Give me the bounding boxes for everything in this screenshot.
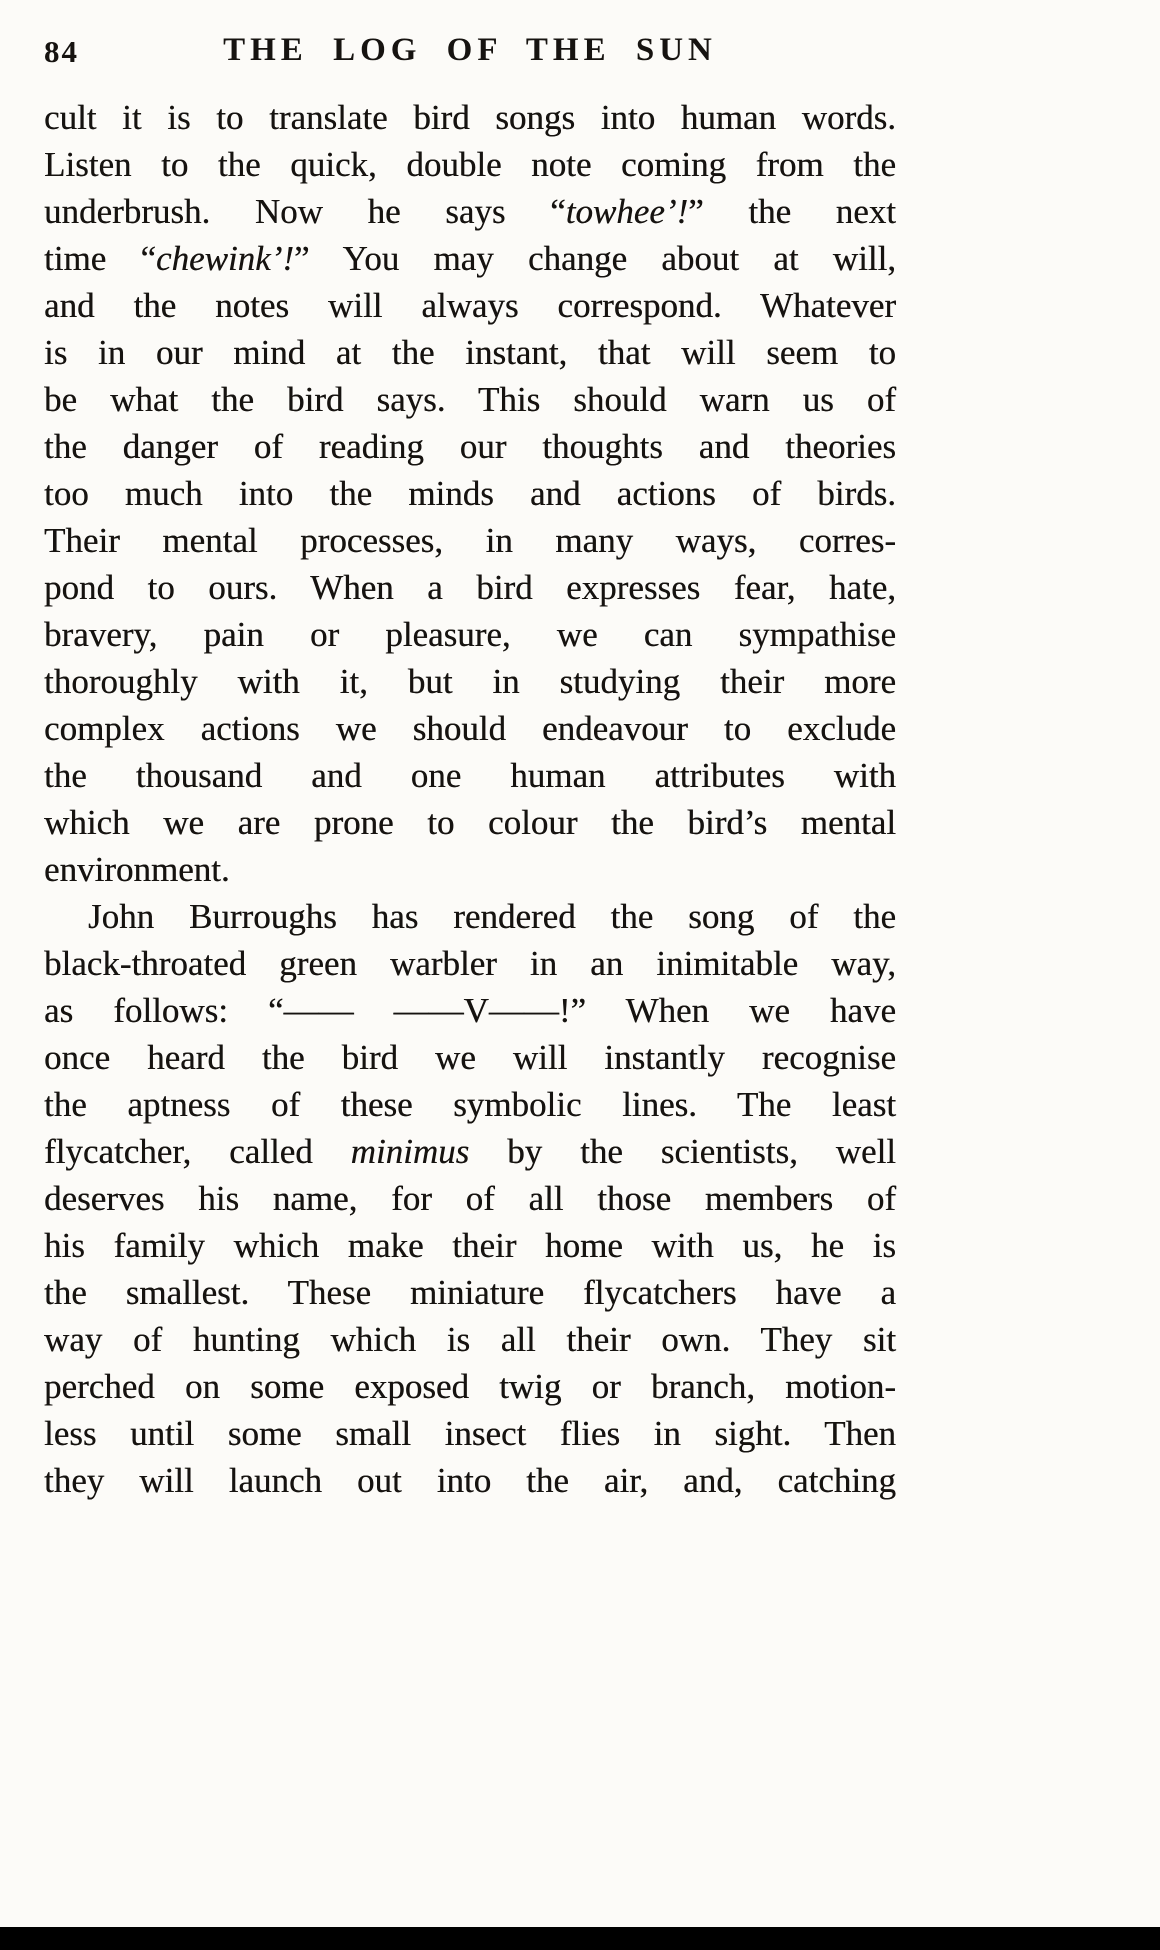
text-line: [44, 329, 896, 376]
text-line: [44, 517, 896, 564]
text-line: [44, 1316, 896, 1363]
text-segment: which we are prone to colour the bird’s mental: [44, 803, 896, 842]
text-segment: as follows: “—— ——V——!” When we have: [44, 991, 896, 1030]
italic-text: chewink’!: [155, 239, 294, 278]
text-segment: pond to ours. When a bird expresses fear, hate,: [44, 568, 896, 607]
text-segment: perched on some exposed twig or branch, motion-: [44, 1367, 896, 1406]
text-block: [44, 94, 896, 1504]
italic-text: towhee’!: [565, 192, 689, 231]
text-segment: the aptness of these symbolic lines. The least: [44, 1085, 896, 1124]
text-line: [44, 799, 896, 846]
text-segment: black-throated green warbler in an inimitable way,: [44, 944, 896, 983]
text-segment: once heard the bird we will instantly recognise: [44, 1038, 896, 1077]
text-segment: the thousand and one human attributes with: [44, 756, 896, 795]
text-segment: underbrush. Now he says “: [44, 192, 566, 231]
text-line: [44, 564, 896, 611]
text-segment: time “: [44, 239, 156, 278]
text-segment: deserves his name, for of all those members of: [44, 1179, 896, 1218]
text-segment: the danger of reading our thoughts and theories: [44, 427, 896, 466]
paragraph: [44, 94, 896, 893]
text-segment: is in our mind at the instant, that will seem to: [44, 333, 896, 372]
text-segment: Listen to the quick, double note coming from the: [44, 145, 896, 184]
text-line: [44, 282, 896, 329]
page-number: 84: [44, 34, 79, 69]
text-segment: his family which make their home with us, he is: [44, 1226, 896, 1265]
text-segment: bravery, pain or pleasure, we can sympathise: [44, 615, 896, 654]
text-line: [44, 752, 896, 799]
text-line: [44, 470, 896, 517]
text-line: [44, 705, 896, 752]
text-segment: they will launch out into the air, and, catching: [44, 1461, 896, 1500]
text-segment: too much into the minds and actions of birds.: [44, 474, 896, 513]
text-segment: the smallest. These miniature flycatchers have a: [44, 1273, 896, 1312]
text-line: [44, 940, 896, 987]
text-segment: John Burroughs has rendered the song of the: [88, 897, 896, 936]
text-line: [44, 1363, 896, 1410]
text-line: [44, 1128, 896, 1175]
text-line: [44, 1410, 896, 1457]
text-segment: by the scientists, well: [469, 1132, 896, 1171]
text-line: [44, 1457, 896, 1504]
text-line: [44, 1034, 896, 1081]
text-segment: environment.: [44, 850, 230, 889]
text-segment: complex actions we should endeavour to exclude: [44, 709, 896, 748]
text-line: [44, 1269, 896, 1316]
text-line: [44, 423, 896, 470]
text-line: [44, 893, 896, 940]
text-line: [44, 1081, 896, 1128]
text-line: [44, 1222, 896, 1269]
text-segment: cult it is to translate bird songs into human words.: [44, 98, 896, 137]
text-segment: ” You may change about at will,: [293, 239, 896, 278]
text-segment: Their mental processes, in many ways, corres-: [44, 521, 896, 560]
text-line: [44, 376, 896, 423]
scan-edge-bar: [0, 1927, 1160, 1950]
text-segment: be what the bird says. This should warn us of: [44, 380, 896, 419]
text-line: [44, 846, 896, 893]
text-segment: thoroughly with it, but in studying their more: [44, 662, 896, 701]
running-title: THE LOG OF THE SUN: [223, 32, 717, 68]
text-line: [44, 658, 896, 705]
paragraph: [44, 893, 896, 1504]
text-line: [44, 611, 896, 658]
text-segment: way of hunting which is all their own. They sit: [44, 1320, 896, 1359]
text-line: [44, 987, 896, 1034]
italic-text: minimus: [350, 1132, 470, 1171]
text-segment: ” the next: [688, 192, 896, 231]
text-segment: and the notes will always correspond. Whatever: [44, 286, 896, 325]
text-segment: flycatcher, called: [44, 1132, 351, 1171]
page-header: [44, 32, 896, 76]
text-line: [44, 235, 896, 282]
text-line: [44, 1175, 896, 1222]
text-line: [44, 94, 896, 141]
text-segment: less until some small insect flies in sight. Then: [44, 1414, 896, 1453]
text-line: [44, 188, 896, 235]
text-line: [44, 141, 896, 188]
